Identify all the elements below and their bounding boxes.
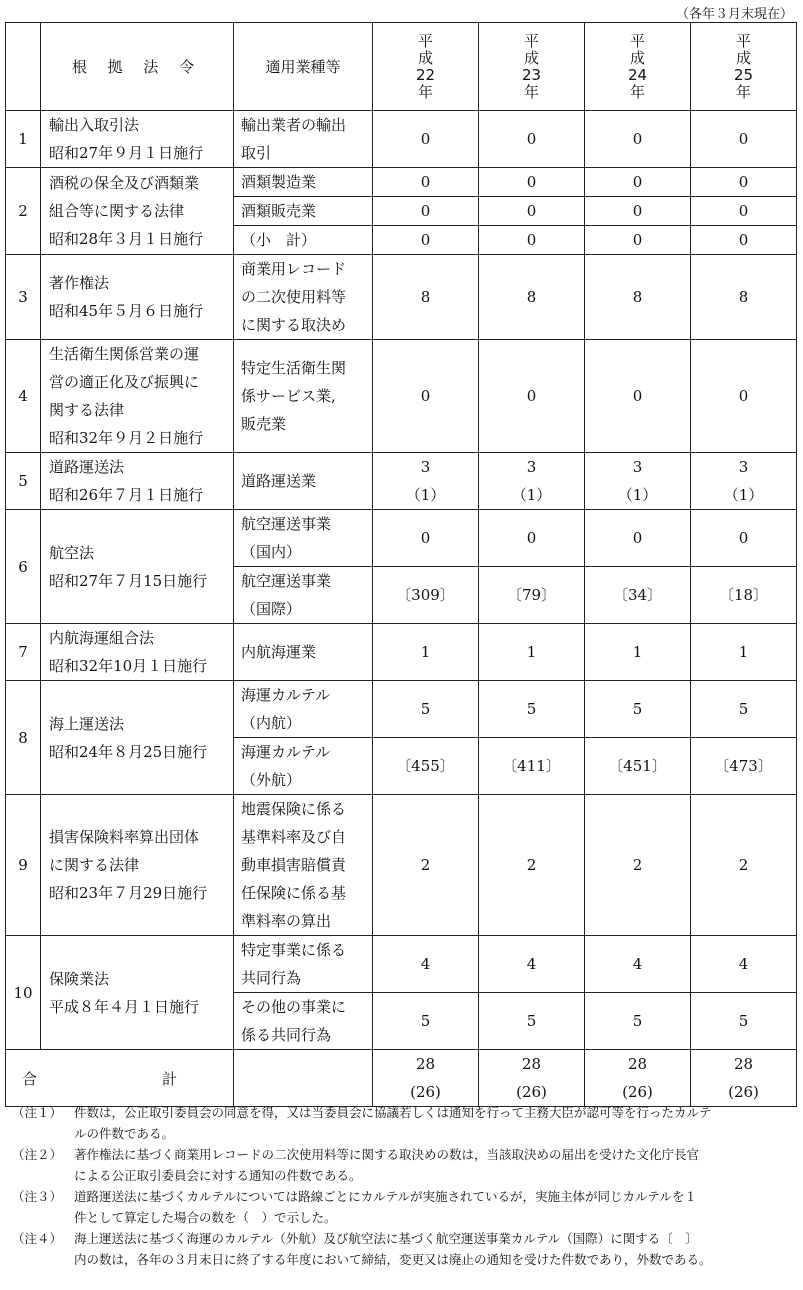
value-cell [691, 111, 797, 168]
value: 0 [526, 202, 537, 220]
footnote-label: （注３） [12, 1189, 63, 1204]
value: 0 [632, 529, 643, 547]
industry [234, 738, 373, 795]
value: 0 [738, 202, 749, 220]
value-cell [479, 993, 585, 1050]
value-cell [691, 936, 797, 993]
sub-value: （1） [617, 486, 658, 504]
law-line: 昭和28年３月１日施行 [49, 230, 204, 248]
value: 0 [632, 130, 643, 148]
table-row [6, 453, 797, 510]
total-value-cell [691, 1050, 797, 1107]
law-line: に関する法律 [49, 856, 140, 874]
value-cell [479, 197, 585, 226]
value-cell [373, 340, 479, 453]
industry [234, 567, 373, 624]
value-cell [479, 936, 585, 993]
value: 2 [632, 856, 643, 874]
value-cell [585, 340, 691, 453]
law-name [41, 681, 234, 795]
total-value: 28 [415, 1055, 436, 1073]
value: 0 [632, 387, 643, 405]
value-cell [373, 510, 479, 567]
footnote-text [74, 1186, 790, 1228]
row-number: 9 [6, 795, 41, 936]
footnote-line: 海上運送法に基づく海運のカルテル（外航）及び航空法に基づく航空運送事業カルテル（国際）に関する〔 〕 [74, 1231, 698, 1246]
industry-line: 輸出業者の輸出 [241, 116, 347, 134]
footnote-line: 内の数は，各年の３月末日に終了する年度において締結，変更又は廃止の通知を受けた件数であり，外数である。 [74, 1252, 712, 1267]
footnote-label: （注２） [12, 1147, 63, 1162]
value: 5 [420, 1012, 431, 1030]
law-line: 内航海運組合法 [49, 629, 155, 647]
footnote-line: による公正取引委員会に対する通知の件数である。 [74, 1168, 362, 1183]
law-line: 昭和26年７月１日施行 [49, 486, 204, 504]
footnote-line: 件数は，公正取引委員会の同意を得，又は当委員会に協議若しくは通知を行って主務大臣が認可等を行ったカルテ [74, 1105, 712, 1120]
cartel-table [5, 22, 797, 1107]
law-line: 昭和45年５月６日施行 [49, 302, 204, 320]
footnote-label: （注４） [12, 1231, 63, 1246]
total-label-left: 合 [22, 1069, 38, 1088]
law-line: 昭和27年７月15日施行 [49, 571, 208, 590]
total-value-cell [585, 1050, 691, 1107]
value: 8 [738, 288, 749, 306]
total-row [6, 1050, 797, 1107]
value: 4 [738, 955, 749, 973]
law-name [41, 255, 234, 340]
industry [234, 453, 373, 510]
industry [234, 993, 373, 1050]
law-line: 道路運送法 [49, 458, 125, 476]
industry-line: 共同行為 [241, 969, 302, 987]
header-year-h22: 平 成 22 年 [373, 23, 479, 111]
industry-line: 酒類販売業 [241, 202, 317, 220]
total-industry-empty [234, 1050, 373, 1107]
law-line: 昭和23年７月29日施行 [49, 884, 208, 902]
value: 4 [420, 955, 431, 973]
value: 〔309〕 [396, 586, 455, 604]
law-line: 昭和32年９月２日施行 [49, 429, 204, 447]
law-name [41, 168, 234, 255]
value: 1 [632, 643, 643, 661]
row-number: 8 [6, 681, 41, 795]
total-label-right: 計 [161, 1069, 177, 1088]
value-cell [691, 226, 797, 255]
value: 3 [526, 458, 537, 476]
industry [234, 681, 373, 738]
law-line: 平成８年４月１日施行 [49, 997, 200, 1016]
value: 0 [632, 231, 643, 249]
value-cell [585, 624, 691, 681]
law-name [41, 624, 234, 681]
value: 0 [420, 529, 431, 547]
value-cell [479, 681, 585, 738]
industry-line: 係る共同行為 [241, 1026, 332, 1044]
row-number: 6 [6, 510, 41, 624]
value: 0 [420, 231, 431, 249]
value-cell [373, 453, 479, 510]
industry-line: 販売業 [241, 415, 287, 433]
industry-line: の二次使用料等 [241, 288, 347, 306]
value: 〔34〕 [612, 586, 663, 604]
law-line: 著作権法 [49, 274, 110, 292]
industry [234, 226, 373, 255]
table-row [6, 111, 797, 168]
sub-value: （1） [511, 486, 552, 504]
value: 4 [632, 955, 643, 973]
law-line: 関する法律 [49, 401, 125, 419]
value: 1 [420, 643, 431, 661]
value: 5 [420, 700, 431, 718]
footnote-line: ルの件数である。 [74, 1126, 175, 1141]
industry-line: 基準料率及び自 [241, 828, 347, 846]
header-year-h23: 平 成 23 年 [479, 23, 585, 111]
header-industry: 適用業種等 [234, 23, 373, 111]
value-cell [585, 453, 691, 510]
value-cell [585, 168, 691, 197]
table-row [6, 510, 797, 567]
value-cell [479, 226, 585, 255]
value-cell [373, 681, 479, 738]
value: 2 [420, 856, 431, 874]
sub-value: （1） [405, 486, 446, 504]
industry-line: に関する取決め [241, 316, 347, 334]
law-line: 昭和27年９月１日施行 [49, 144, 204, 162]
law-name [41, 340, 234, 453]
industry-line: 道路運送業 [241, 472, 317, 490]
value: 0 [526, 130, 537, 148]
value-cell [691, 510, 797, 567]
total-value-cell [373, 1050, 479, 1107]
law-line: 営の適正化及び振興に [49, 373, 200, 391]
value: 0 [738, 173, 749, 191]
value: 〔411〕 [502, 757, 561, 775]
value: 3 [420, 458, 431, 476]
value: 〔473〕 [714, 757, 773, 775]
value-cell [479, 255, 585, 340]
footnote-label: （注１） [12, 1105, 63, 1120]
value: 0 [526, 173, 537, 191]
value: 1 [526, 643, 537, 661]
sub-value: （1） [723, 486, 764, 504]
value-cell [479, 340, 585, 453]
footnote-line: 件として算定した場合の数を（ ）で示した。 [74, 1210, 337, 1225]
value-cell [691, 453, 797, 510]
table-row [6, 624, 797, 681]
value: 5 [526, 700, 537, 718]
value-cell [479, 510, 585, 567]
value-cell [691, 255, 797, 340]
value: 2 [526, 856, 537, 874]
value: 1 [738, 643, 749, 661]
law-name [41, 453, 234, 510]
value: 0 [738, 387, 749, 405]
law-name [41, 111, 234, 168]
value: 0 [738, 130, 749, 148]
value: 5 [632, 1012, 643, 1030]
value: 0 [526, 231, 537, 249]
row-number: 1 [6, 111, 41, 168]
table-row [6, 255, 797, 340]
value-cell [373, 795, 479, 936]
industry-line: 任保険に係る基 [241, 884, 347, 902]
law-line: 昭和32年10月１日施行 [49, 657, 208, 675]
law-line: 組合等に関する法律 [49, 202, 185, 220]
industry-line: 係サービス業, [241, 387, 336, 405]
row-number: 3 [6, 255, 41, 340]
value: 0 [420, 130, 431, 148]
value-cell [585, 681, 691, 738]
value: 〔455〕 [396, 757, 455, 775]
value-cell [585, 510, 691, 567]
total-value-cell [479, 1050, 585, 1107]
law-line: 昭和24年８月25日施行 [49, 742, 208, 761]
industry-line: （内航） [241, 714, 302, 732]
value-cell [373, 624, 479, 681]
footnote-line: 著作権法に基づく商業用レコードの二次使用料等に関する取決めの数は，当該取決めの届出を受けた文化庁長官 [74, 1147, 700, 1162]
value: 3 [632, 458, 643, 476]
table-row [6, 795, 797, 936]
footnote [12, 1144, 790, 1186]
industry-line: 酒類製造業 [241, 173, 317, 191]
industry-line: 海運カルテル [241, 743, 331, 761]
row-number: 2 [6, 168, 41, 255]
value: 5 [526, 1012, 537, 1030]
row-number: 4 [6, 340, 41, 453]
industry-line: （外航） [241, 771, 302, 789]
industry [234, 624, 373, 681]
industry [234, 340, 373, 453]
value-cell [373, 197, 479, 226]
total-sub-value: (26) [728, 1083, 759, 1101]
value-cell [479, 738, 585, 795]
row-number: 5 [6, 453, 41, 510]
value-cell [691, 795, 797, 936]
industry-line: 航空運送事業 [241, 572, 332, 590]
law-name [41, 795, 234, 936]
value-cell [585, 197, 691, 226]
footnote [12, 1228, 790, 1270]
value-cell [479, 624, 585, 681]
value-cell [585, 936, 691, 993]
value: 0 [526, 529, 537, 547]
law-name [41, 936, 234, 1050]
value-cell [479, 567, 585, 624]
table-row [6, 340, 797, 453]
value-cell [479, 453, 585, 510]
value-cell [373, 567, 479, 624]
footnote [12, 1186, 790, 1228]
value: 0 [738, 529, 749, 547]
value: 3 [738, 458, 749, 476]
industry-line: 特定事業に係る [241, 941, 347, 959]
value-cell [479, 168, 585, 197]
law-line: 酒税の保全及び酒類業 [49, 174, 200, 192]
value-cell [585, 567, 691, 624]
industry [234, 111, 373, 168]
value-cell [691, 567, 797, 624]
header-year-h25: 平 成 25年 [691, 23, 797, 111]
law-line: 保険業法 [49, 969, 110, 988]
value: 5 [632, 700, 643, 718]
footnote-text [74, 1144, 790, 1186]
industry-line: 航空運送事業 [241, 515, 332, 533]
total-sub-value: (26) [622, 1083, 653, 1101]
value-cell [373, 936, 479, 993]
value: 0 [632, 202, 643, 220]
value: 0 [738, 231, 749, 249]
value: 〔451〕 [608, 757, 667, 775]
table-row [6, 936, 797, 993]
industry-line: その他の事業に [241, 998, 347, 1016]
value-cell [691, 168, 797, 197]
total-label [6, 1050, 234, 1107]
total-value: 28 [521, 1055, 542, 1073]
industry [234, 936, 373, 993]
industry-line: 商業用レコード [241, 260, 347, 278]
value-cell [373, 738, 479, 795]
value: 0 [420, 202, 431, 220]
row-number: 7 [6, 624, 41, 681]
value-cell [373, 168, 479, 197]
industry-line: （国内） [241, 543, 302, 561]
value-cell [691, 738, 797, 795]
footnote [12, 1102, 790, 1144]
value-cell [691, 197, 797, 226]
industry-line: （小 計） [241, 231, 317, 249]
industry [234, 795, 373, 936]
industry-line: 地震保険に係る [241, 800, 347, 818]
industry [234, 168, 373, 197]
law-line: 生活衛生関係営業の運 [49, 345, 200, 363]
industry [234, 197, 373, 226]
value: 8 [526, 288, 537, 306]
value: 8 [632, 288, 643, 306]
industry [234, 255, 373, 340]
industry-line: 特定生活衛生関 [241, 359, 347, 377]
table-row [6, 168, 797, 197]
value-cell [585, 738, 691, 795]
table-row [6, 681, 797, 738]
header-no [6, 23, 41, 111]
industry-line: 取引 [241, 144, 272, 162]
value: 2 [738, 856, 749, 874]
value: 5 [738, 700, 749, 718]
law-line: 損害保険料率算出団体 [49, 828, 200, 846]
law-line: 海上運送法 [49, 714, 125, 733]
value: 0 [420, 387, 431, 405]
value: 〔79〕 [506, 586, 557, 604]
row-number: 10 [6, 936, 41, 1050]
as-of-note: （各年３月末現在） [675, 7, 793, 22]
industry [234, 510, 373, 567]
value-cell [479, 795, 585, 936]
footnotes [12, 1102, 790, 1270]
value-cell [479, 111, 585, 168]
value-cell [585, 255, 691, 340]
header-row [6, 23, 797, 111]
value-cell [373, 993, 479, 1050]
header-law: 根 拠 法 令 [41, 23, 234, 111]
industry-line: 動車損害賠償責 [241, 856, 347, 874]
value-cell [373, 111, 479, 168]
footnote-text [74, 1102, 790, 1144]
industry-line: 海運カルテル [241, 686, 331, 704]
value: 0 [420, 173, 431, 191]
industry-line: 準料率の算出 [241, 912, 332, 930]
value-cell [373, 255, 479, 340]
value-cell [373, 226, 479, 255]
total-sub-value: (26) [410, 1083, 441, 1101]
value-cell [691, 340, 797, 453]
value-cell [691, 624, 797, 681]
total-value: 28 [733, 1055, 754, 1073]
footnote-text [74, 1228, 790, 1270]
footnote-line: 道路運送法に基づくカルテルについては路線ごとにカルテルが実施されているが，実施主体が同じカルテルを１ [74, 1189, 697, 1204]
law-line: 輸出入取引法 [49, 116, 140, 134]
value-cell [585, 795, 691, 936]
value-cell [691, 993, 797, 1050]
header-year-h24: 平 成 24 年 [585, 23, 691, 111]
law-name [41, 510, 234, 624]
value-cell [585, 226, 691, 255]
value-cell [585, 111, 691, 168]
value: 4 [526, 955, 537, 973]
table-body [6, 111, 797, 1107]
value-cell [691, 681, 797, 738]
value: 0 [632, 173, 643, 191]
industry-line: （国際） [241, 600, 302, 618]
value-cell [585, 993, 691, 1050]
value: 0 [526, 387, 537, 405]
industry-line: 内航海運業 [241, 643, 317, 661]
value: 8 [420, 288, 431, 306]
value: 〔18〕 [718, 586, 769, 604]
total-sub-value: (26) [516, 1083, 547, 1101]
law-line: 航空法 [49, 543, 95, 562]
value: 5 [738, 1012, 749, 1030]
total-value: 28 [627, 1055, 648, 1073]
